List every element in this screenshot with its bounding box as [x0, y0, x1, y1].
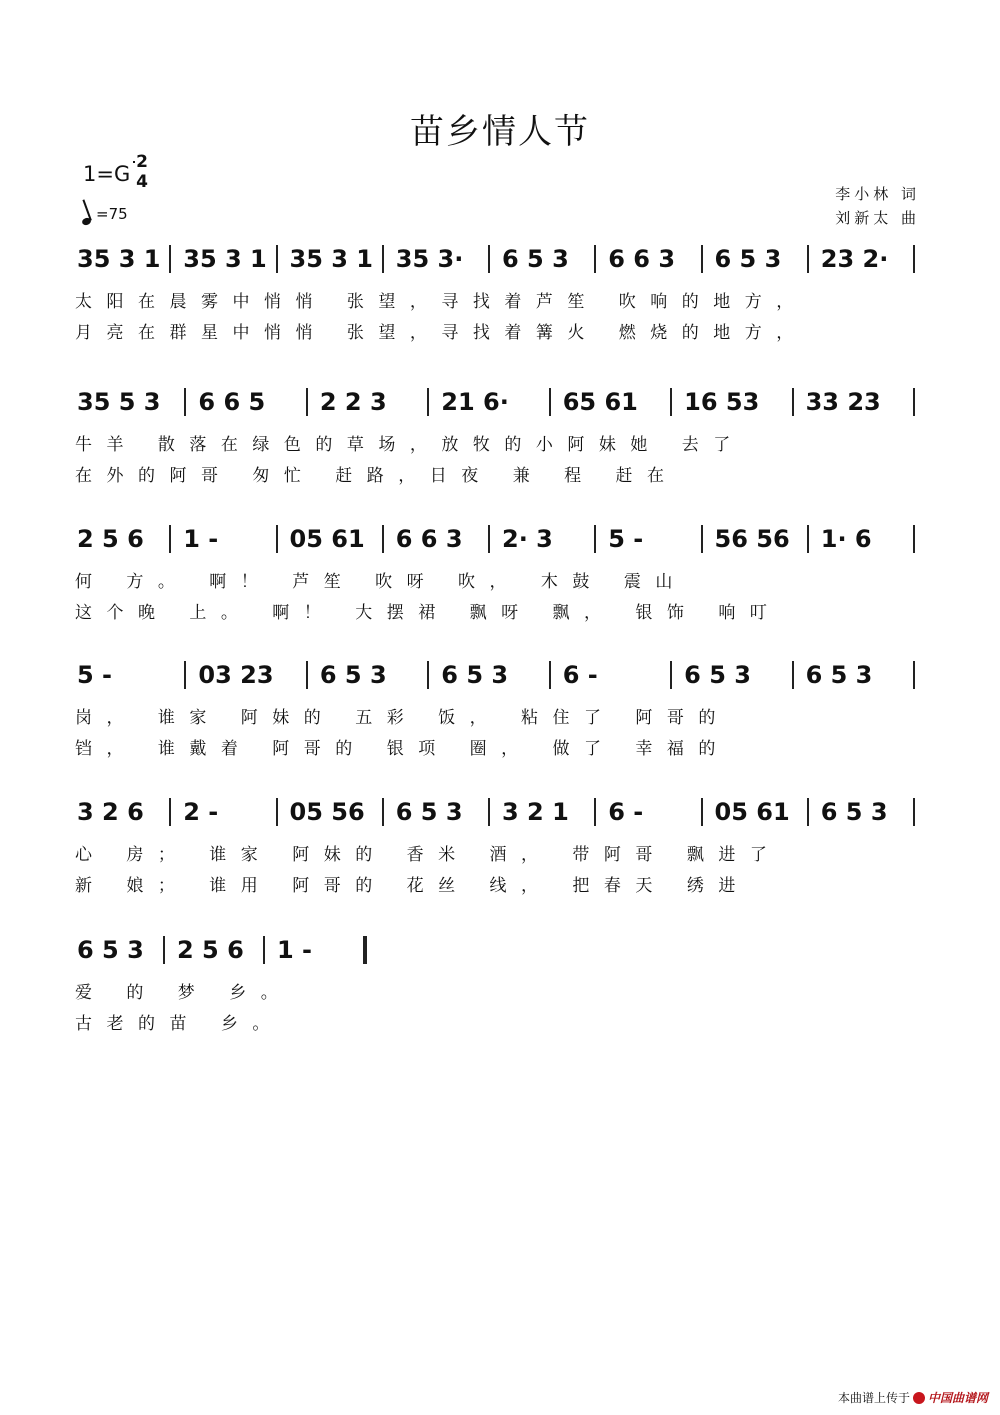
measure: 16 53	[684, 388, 760, 416]
measure: 2 -	[183, 798, 219, 826]
barline	[549, 661, 551, 689]
barline	[549, 388, 551, 416]
song-title: 苗乡情人节	[410, 112, 590, 152]
measure: 6 5 3	[77, 936, 144, 964]
barline	[701, 245, 703, 273]
lyric-line-1: 何 方。 啊！ 芦笙 吹呀 吹， 木鼓 震山	[75, 572, 687, 592]
measure: 1 -	[277, 936, 313, 964]
barline	[670, 388, 672, 416]
measure: 35 5 3	[77, 388, 161, 416]
measure: 35 3 1	[77, 245, 161, 273]
measure: 6 5 3	[714, 245, 782, 273]
notes-line	[75, 237, 925, 277]
footer	[838, 1389, 988, 1406]
measure: 6 5 3	[820, 798, 888, 826]
measure: 35 3·	[395, 245, 464, 273]
notes-line	[75, 653, 925, 693]
barline	[807, 525, 809, 553]
key-signature: 1=G	[83, 162, 131, 186]
barline	[913, 661, 915, 689]
barline	[807, 245, 809, 273]
barline	[263, 936, 265, 964]
lyric-line-2: 古老的苗 乡。	[75, 1014, 284, 1034]
lyric-line-2: 月亮在群星中悄悄 张望，寻找着篝火 燃烧的地方，	[75, 323, 808, 343]
barline	[382, 245, 384, 273]
lyric-line-1: 爱 的 梦 乡。	[75, 983, 293, 1003]
lyric-line-1: 太阳在晨雾中悄悄 张望，寻找着芦笙 吹响的地方，	[75, 292, 808, 312]
barline	[427, 388, 429, 416]
barline	[701, 798, 703, 826]
barline	[163, 936, 165, 964]
measure: 05 61	[289, 525, 365, 553]
barline	[913, 525, 915, 553]
measure: 35 3 1	[183, 245, 267, 273]
barline	[276, 798, 278, 826]
lyric-line-2: 在外的阿哥 匆忙 赶路，日夜 兼 程 赶在	[75, 466, 679, 486]
measure: 6 6 3	[608, 245, 676, 273]
measure: 56 56	[714, 525, 790, 553]
measure: 2 2 3	[319, 388, 387, 416]
measure: 6 5 3	[684, 661, 751, 689]
lyric-line-2: 这个晚 上。 啊！ 大摆裙 飘呀 飘， 银饰 响叮	[75, 603, 782, 623]
measure: 6 5 3	[805, 661, 873, 689]
barline	[488, 245, 490, 273]
measure: 2· 3	[502, 525, 553, 553]
lyric-line-2: 新 娘； 谁用 阿哥的 花丝 线， 把春天 绣进	[75, 876, 750, 896]
barline	[594, 798, 596, 826]
measure: 3 2 1	[502, 798, 569, 826]
barline	[670, 661, 672, 689]
lyric-line-2: 铛， 谁戴着 阿哥的 银项 圈， 做了 幸福的	[75, 739, 730, 759]
lyricist-credit: 李小林 词	[835, 185, 920, 203]
measure: 03 23	[198, 661, 274, 689]
barline	[488, 798, 490, 826]
barline	[913, 388, 915, 416]
measure: 5 -	[608, 525, 644, 553]
measure: 21 6·	[441, 388, 509, 416]
barline	[807, 798, 809, 826]
measure: 05 56	[289, 798, 365, 826]
measure: 6 -	[562, 661, 598, 689]
footer-site: 中国曲谱网	[927, 1391, 988, 1405]
notes-line	[75, 790, 925, 830]
barline	[427, 661, 429, 689]
barline	[792, 661, 794, 689]
notes-line	[75, 380, 925, 420]
barline	[382, 525, 384, 553]
measure: 1 -	[183, 525, 219, 553]
barline	[184, 661, 186, 689]
barline	[169, 245, 171, 273]
barline	[382, 798, 384, 826]
barline	[792, 388, 794, 416]
barline	[306, 661, 308, 689]
barline	[701, 525, 703, 553]
lyric-line-1: 岗， 谁家 阿妹的 五彩 饭， 粘住了 阿哥的	[75, 708, 730, 728]
measure: 6 5 3	[502, 245, 569, 273]
barline	[169, 525, 171, 553]
barline	[488, 525, 490, 553]
measure: 33 23	[805, 388, 881, 416]
measure: 6 5 3	[319, 661, 387, 689]
lyric-line-1: 牛羊 散落在绿色的草场，放牧的小阿妹她 去了	[75, 435, 745, 455]
barline	[594, 525, 596, 553]
measure: 2 5 6	[77, 525, 144, 553]
time-signature	[133, 152, 151, 192]
footer-text: 本曲谱上传于	[837, 1391, 910, 1405]
site-logo-icon	[913, 1392, 925, 1404]
measure: 05 61	[714, 798, 790, 826]
barline	[184, 388, 186, 416]
measure: 6 5 3	[395, 798, 463, 826]
measure: 35 3 1	[289, 245, 374, 273]
barline	[913, 245, 915, 273]
barline	[276, 525, 278, 553]
notes-line	[75, 517, 925, 557]
measure: 1· 6	[820, 525, 872, 553]
barline	[913, 798, 915, 826]
notes-line	[75, 928, 925, 968]
composer-credit: 刘新太 曲	[835, 209, 920, 227]
tempo-mark	[82, 205, 128, 223]
lyric-line-1: 心 房； 谁家 阿妹的 香米 酒， 带阿哥 飘进了	[75, 845, 782, 865]
time-signature-top: 2	[136, 152, 148, 172]
measure: 6 6 3	[395, 525, 463, 553]
measure: 2 5 6	[177, 936, 244, 964]
barline	[306, 388, 308, 416]
barline	[594, 245, 596, 273]
barline	[363, 936, 367, 964]
quarter-note-icon	[81, 217, 92, 227]
measure: 5 -	[77, 661, 113, 689]
tempo-value: =75	[96, 205, 128, 223]
measure: 23 2·	[820, 245, 889, 273]
barline	[169, 798, 171, 826]
measure: 6 6 5	[198, 388, 266, 416]
measure: 65 61	[562, 388, 638, 416]
time-signature-bottom: 4	[136, 172, 148, 192]
barline	[276, 245, 278, 273]
measure: 6 -	[608, 798, 644, 826]
measure: 3 2 6	[77, 798, 144, 826]
measure: 6 5 3	[441, 661, 509, 689]
